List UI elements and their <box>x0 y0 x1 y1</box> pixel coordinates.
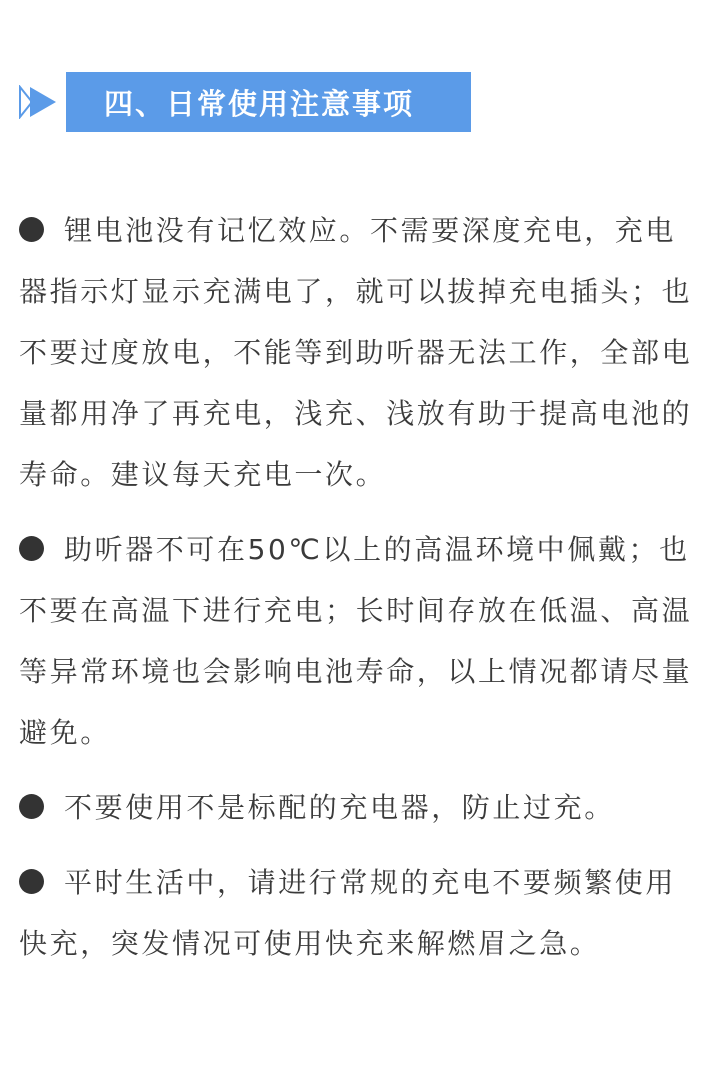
paragraph-temperature <box>19 519 703 763</box>
bullet-dot-icon <box>19 794 44 819</box>
content-body <box>19 200 703 988</box>
play-arrow-icon <box>18 85 60 119</box>
section-title-box <box>66 72 471 132</box>
section-title: 四、日常使用注意事项 <box>104 86 415 121</box>
paragraph-charger <box>19 777 703 838</box>
paragraph-text: 不要使用不是标配的充电器，防止过充。 <box>64 791 615 824</box>
paragraph-fast-charge <box>19 852 703 974</box>
section-header <box>18 72 471 132</box>
bullet-dot-icon <box>19 217 44 242</box>
bullet-dot-icon <box>19 869 44 894</box>
paragraph-text: 锂电池没有记忆效应。不需要深度充电，充电器指示灯显示充满电了，就可以拔掉充电插头；也不要过度放电，不能等到助听器无法工作，全部电量都用净了再充电，浅充、浅放有助于提高电池的寿命。建议每天充电一次。 <box>19 214 693 491</box>
bullet-dot-icon <box>19 536 44 561</box>
paragraph-text: 助听器不可在50℃以上的高温环境中佩戴；也不要在高温下进行充电；长时间存放在低温、高温等异常环境也会影响电池寿命，以上情况都请尽量避免。 <box>19 533 693 749</box>
paragraph-text: 平时生活中，请进行常规的充电不要频繁使用快充，突发情况可使用快充来解燃眉之急。 <box>19 866 677 960</box>
paragraph-memory-effect <box>19 200 703 505</box>
